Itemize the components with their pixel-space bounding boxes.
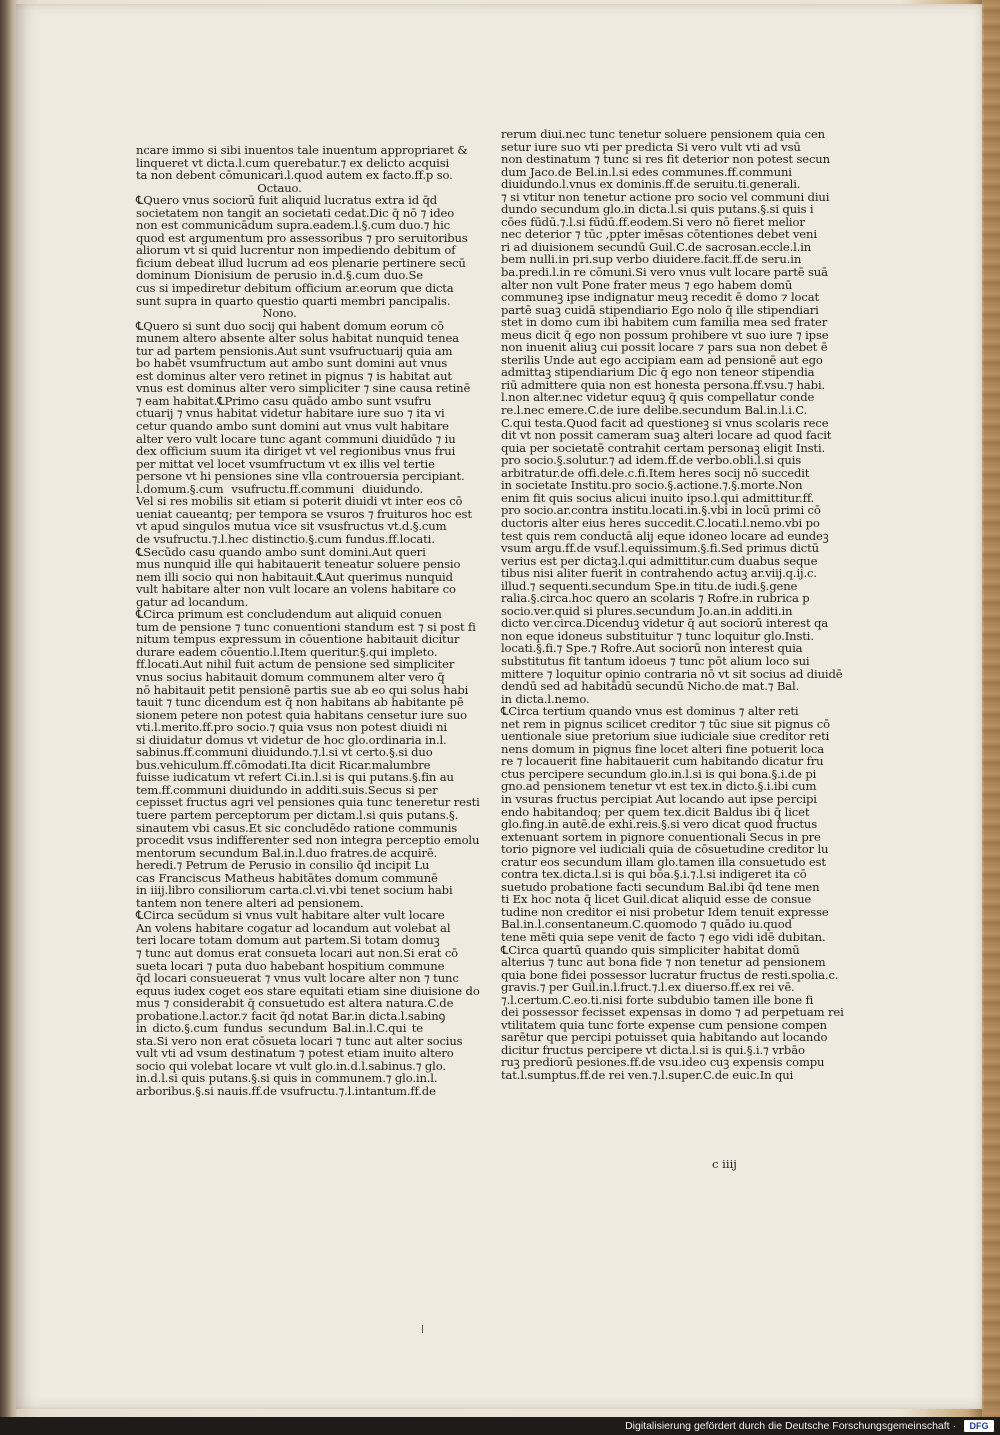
left-column-line: per mittat vel locet vsumfructum vt ex illis vel tertie — [136, 456, 435, 471]
catchword-signature: c iiij — [712, 1157, 737, 1171]
right-column-line: dendū sed ad habitādū secundū Nicho.de mat.⁊ Bal. — [501, 679, 800, 694]
right-column-line: dicto ver.circa.Dicenduꝫ videtur q̄ aut sociorū interest qa — [501, 616, 829, 631]
left-column-line: durare eadem cōuentio.l.Item queritur.§.qui impleto. — [136, 644, 438, 659]
left-column-line: mentorum secundum Bal.in.l.duo fratres.de acquirē. — [136, 845, 438, 860]
left-column-line: nitum tempus expressum in cōuentione habitauit dicitur — [136, 632, 460, 647]
right-column-line: ⁊.l.certum.C.eo.ti.nisi forte subdubio tamen ille bone fi — [501, 992, 814, 1007]
left-column-line: vnus est dominus alter vero simpliciter ⁊ sine causa retinē — [136, 381, 471, 396]
left-column-line: vt apud singulos mutua vice sit vsusfructus vt.d.§.cum — [136, 519, 447, 534]
left-column-line: vnus socius habitauit domum communem alter vero q̄ — [136, 669, 445, 684]
right-column-line: dei possessor fecisset expensas in domo ⁊ ad perpetuam rei — [501, 1005, 844, 1020]
left-column-line: dominum Dionisium de perusio in.d.§.cum duo.Se — [136, 268, 423, 283]
left-column-line: sueta locari ⁊ puta duo habebant hospitium commune — [136, 958, 445, 973]
right-column-line: gno.ad pensionem tenetur vt est tex.in dicto.§.i.ibi cum — [501, 779, 817, 794]
left-column-line: in dicto.§.cum fundus secundum Bal.in.l.C.qui te — [136, 1021, 423, 1036]
page-edge-binding — [982, 0, 1000, 1417]
left-column-line: si diuidatur domus vt videtur de hoc glo.ordinaria in.l. — [136, 732, 447, 747]
right-column-line: non inuenit aliuꝫ cui possit locare ⁊ pars sua non debet ē — [501, 340, 828, 355]
right-column-line: enim fit quis socius alicui inuito ipso.l.qui admittitur.ff. — [501, 490, 815, 505]
left-column-line: ℄Circa primum est concludendum aut aliquid conuen — [136, 607, 442, 622]
right-column-line: ctus percipere secundum glo.in.l.si is qui bona.§.i.de pi — [501, 766, 817, 781]
right-column-line: nec deterior ⁊ tūc ,ppter imēsas cōtentiones debet veni — [501, 227, 817, 242]
left-column-line: de vsufructu.⁊.l.hec distinctio.§.cum fundus.ff.locati. — [136, 531, 435, 546]
left-column-line: cetur quando ambo sunt domini aut vnus vult habitare — [136, 419, 449, 434]
right-column-line: substitutus fit tantum idoeus ⁊ tunc pōt alium loco sui — [501, 653, 810, 668]
right-column-line: extenuant sortem in pignore conuentionali Secus in pre — [501, 829, 821, 844]
left-column-line: sta.Si vero non erat cōsueta locari ⁊ tunc aut alter socius — [136, 1033, 463, 1048]
paper-leaf — [16, 4, 984, 1409]
right-column-line: dit vt non possit cameram suaꝫ alteri locare ad quod facit — [501, 428, 832, 443]
left-column-line: est dominus alter vero retinet in pignus ⁊ is habitat aut — [136, 368, 452, 383]
right-column-line: tibus nisi aliter fuerit in contrahendo actuꝫ ar.viij.q.ij.c. — [501, 566, 817, 581]
left-column-line: ⁊ eam habitat.℄Primo casu quādo ambo sunt vsufru — [136, 393, 432, 408]
right-column-line: ℄Circa quartū quando quis simpliciter habitat domū — [501, 942, 800, 957]
left-column-line: sabinus.ff.communi diuidundo.⁊.l.si vt certo.§.si duo — [136, 745, 433, 760]
right-column-line: glo.fing.in autē.de exhi.reis.§.si vero dicat quod fructus — [501, 817, 818, 832]
right-column-line: sarētur que percipi potuisset quia habitando aut locando — [501, 1030, 828, 1045]
right-column-line: vsum argu.ff.de vsuf.l.equissimum.§.fi.Sed primus dictū — [501, 541, 819, 556]
right-column-line: locati.§.fi.⁊ Spe.⁊ Rofre.Aut sociorū non interest quia — [501, 641, 803, 656]
left-column-line: nō habitauit petit pensionē partis sue ab eo qui solus habi — [136, 682, 469, 697]
right-column-line: re ⁊ locauerit fine habitauerit cum habitando dicatur fru — [501, 754, 824, 769]
left-column-line: socio qui volebat locare vt vult glo.in.d.l.sabinus.⁊ glo. — [136, 1058, 446, 1073]
right-column-line: contra tex.dicta.l.si is qui bōa.§.i.⁊.l.si indigeret ita cō — [501, 867, 807, 882]
right-column-line: dum Jaco.de Bel.in.l.si edes communes.ff.communi — [501, 164, 792, 179]
right-column-line: suetudo probatione facti secundum Bal.ibi q̄d tene men — [501, 879, 820, 894]
left-column-line: Nono. — [262, 306, 297, 321]
right-column-line: pro socio.ar.contra institu.locati.in.§.vbi in locū primi cō — [501, 503, 821, 518]
right-column-line: net rem in pignus scilicet creditor ⁊ tūc siue sit pignus cō — [501, 716, 830, 731]
left-column-line: ueniat caueantq; per tempora se vsuros ⁊ fruituros hoc est — [136, 506, 472, 521]
right-column-line: verius est per dictaꝫ.l.qui admittitur.cum duabus seque — [501, 553, 818, 568]
right-column-line: C.qui testa.Quod facit ad questioneꝫ si vnus scolaris rece — [501, 415, 829, 430]
left-column-line: Vel si res mobilis sit etiam si poterit diuidi vt inter eos cō — [136, 494, 463, 509]
left-text-column — [136, 143, 480, 1099]
left-column-line: alter vero vult locare tunc agant communi diuidūdo ⁊ iu — [136, 431, 456, 446]
right-column-line: alterius ⁊ tunc aut bona fide ⁊ non tenetur ad pensionem — [501, 955, 826, 970]
left-column-line: in.d.l.si quis putans.§.si quis in communem.⁊ glo.in.l. — [136, 1071, 438, 1086]
right-column-line: ralia.§.circa.hoc quero an scolaris ⁊ Rofre.in rubrica p — [501, 591, 810, 606]
left-column-line: gatur ad locandum. — [136, 594, 249, 609]
right-column-line: cratur eos secundum illam glo.tamen illa consuetudo est — [501, 854, 826, 869]
left-column-line: ℄Quero si sunt duo socij qui habent domum eorum cō — [136, 318, 444, 333]
left-column-line: munem altero absente alter solus habitat nunquid tenea — [136, 331, 459, 346]
left-column-line: tantem non tenere alteri ad pensionem. — [136, 895, 364, 910]
right-column-line: torio pignore vel iudiciali quia de cōsuetudine creditor lu — [501, 842, 829, 857]
left-column-line: aliorum vt si quid lucrentur non impediendo debitum of — [136, 243, 456, 258]
right-column-line: riū admittere quia non est honesta persona.ff.vsu.⁊ habi. — [501, 377, 826, 392]
right-column-line: socio.ver.quid si plures.secundum Jo.an.in additi.in — [501, 603, 793, 618]
left-column-line: fuisse iudicatum vt refert Ci.in.l.si is qui putans.§.fin au — [136, 770, 454, 785]
right-column-line: stet in domo cum ibi habitem cum familia mea sed frater — [501, 315, 828, 330]
left-column-line: non est communicādum supra.eadem.l.§.cum duo.⁊ hic — [136, 218, 451, 233]
left-column-line: dex officium suum ita diriget vt vel regionibus vnus frui — [136, 444, 456, 459]
left-column-line: persone vt hi pensiones sine vlla controuersia percipiant. — [136, 469, 465, 484]
left-column-line: sinautem vbi casus.Et sic concludēdo ratione communis — [136, 820, 458, 835]
right-column-line: non destinatum ⁊ tunc si res fit deterior non potest secun — [501, 152, 830, 167]
right-column-line: setur iure suo vti per predicta Si vero vult vti ad vsū — [501, 139, 801, 154]
left-column-line: vult vti ad vsum destinatum ⁊ potest etiam inuito altero — [136, 1046, 454, 1061]
left-column-line: tum de pensione ⁊ tunc conuentioni standum est ⁊ si post fi — [136, 619, 476, 634]
left-column-line: ℄Secūdo casu quando ambo sunt domini.Aut queri — [136, 544, 426, 559]
left-column-line: linqueret vt dicta.l.cum querebatur.⁊ ex delicto acquisi — [136, 155, 450, 170]
right-column-line: sterilis Unde aut ego accipiam eam ad pensionē aut ego — [501, 352, 823, 367]
right-column-line: ductoris alter eius heres succedit.C.locati.l.nemo.vbi po — [501, 515, 820, 530]
left-column-line: ctuarij ⁊ vnus habitat videtur habitare iure suo ⁊ ita vi — [136, 406, 445, 421]
right-column-line: ⁊ si vtitur non tenetur actione pro socio vel communi diui — [501, 189, 830, 204]
left-column-line: sunt supra in quarto questio quarti membri pancipalis. — [136, 293, 451, 308]
right-column-line: ℄Circa tertium quando vnus est dominus ⁊ alter reti — [501, 704, 799, 719]
right-column-line: ri ad diuisionem secundū Guil.C.de sacrosan.eccle.l.in — [501, 239, 812, 254]
right-column-line: tudine non creditor ei nisi probetur Idem tenuit expresse — [501, 904, 829, 919]
left-column-line: mus nunquid ille qui habitauerit teneatur soluere pensio — [136, 557, 461, 572]
left-column-line: Octauo. — [257, 180, 302, 195]
left-column-line: tauit ⁊ tunc dicendum est q̄ non habitans ab habitante pē — [136, 695, 464, 710]
digitization-footer — [0, 1417, 1000, 1435]
left-column-line: An volens habitare cogatur ad locandum aut volebat al — [136, 920, 451, 935]
right-column-line: cōes fūdū.⁊.l.si fūdū.ff.eodem.Si vero nō fieret melior — [501, 214, 805, 229]
right-column-line: admittaꝫ stipendiarium Dic q̄ ego non teneor stipendia — [501, 365, 815, 380]
right-column-line: ba.predi.l.in re cōmuni.Si vero vnus vult locare partē suā — [501, 265, 828, 280]
left-column-line: q̄d locari consueuerat ⁊ vnus vult locare alter non ⁊ tunc — [136, 971, 459, 986]
left-column-line: bus.vehiculum.ff.cōmodati.Ita dicit Ricar.malumbre — [136, 757, 431, 772]
left-column-line: ta non debent cōmunicari.l.quod autem ex facto.ff.p so. — [136, 168, 453, 183]
right-column-line: in dicta.l.nemo. — [501, 691, 590, 706]
left-column-line: l.domum.§.cum vsufructu.ff.communi diuidundo. — [136, 481, 423, 496]
right-column-line: endo habitandoq; per quem tex.dicit Baldus ibi q̄ licet — [501, 804, 810, 819]
right-column-line: dundo secundum glo.in dicta.l.si quis putans.§.si quis i — [501, 202, 814, 217]
right-column-line: non eque idoneus substituitur ⁊ tunc loquitur glo.Insti. — [501, 628, 814, 643]
right-column-line: alter non vult Pone frater meus ⁊ ego habem domū — [501, 277, 793, 292]
left-column-line: ℄Circa secūdum si vnus vult habitare alter vult locare — [136, 908, 445, 923]
left-column-line: mus ⁊ considerabit q̄ consuetudo est altera natura.C.de — [136, 996, 454, 1011]
left-column-line: ff.locati.Aut nihil fuit actum de pensione sed simpliciter — [136, 657, 455, 672]
left-column-line: cus si impediretur debitum officium ar.eorum que dicta — [136, 281, 454, 296]
left-column-line: cepisset fructus agri vel pensiones quia tunc teneretur resti — [136, 795, 480, 810]
right-column-line: diuidundo.l.vnus ex dominis.ff.de seruitu.ti.generali. — [501, 177, 801, 192]
right-column-line: Bal.in.l.consentaneum.C.quomodo ⁊ quādo iu.quod — [501, 917, 792, 932]
right-column-line: pro socio.§.solutur.⁊ ad idem.ff.de verbo.obli.l.si quis — [501, 453, 802, 468]
right-column-line: l.non alter.nec videtur equuꝫ q̄ quis compellatur conde — [501, 390, 815, 405]
right-column-line: quia per societatē contrahit certam personaꝫ eligit Insti. — [501, 440, 826, 455]
left-column-line: in iiij.libro consiliorum carta.cl.vi.vbi tenet socium habi — [136, 883, 453, 898]
left-column-line: tur ad partem pensionis.Aut sunt vsufructuarij quia am — [136, 343, 453, 358]
left-column-line: bo habēt vsumfructum aut ambo sunt domini aut vnus — [136, 356, 448, 371]
left-column-line: arboribus.§.si nauis.ff.de vsufructu.⁊.l.intantum.ff.de — [136, 1084, 436, 1099]
right-column-line: re.l.nec emere.C.de iure delibe.secundum Bal.in.l.i.C. — [501, 403, 808, 418]
right-column-line: dicitur fructus percipere vt dicta.l.si is qui.§.i.⁊ vrbāo — [501, 1042, 805, 1057]
right-column-line: in vsuras fructus percipiat Aut locando aut ipse percipi — [501, 791, 817, 806]
right-column-line: communeꝫ ipse indignatur meuꝫ recedit ē domo ⁊ locat — [501, 290, 819, 305]
left-column-line: quod est argumentum pro assessoribus ⁊ pro seruitoribus — [136, 230, 468, 245]
right-column-line: ruꝫ prediorū pesiones.ff.de vsu.ideo cuꝫ expensis compu — [501, 1055, 825, 1070]
right-column-line: in societate Institu.pro socio.§.actione.⁊.§.morte.Non — [501, 478, 803, 493]
fold-mark — [422, 1325, 423, 1333]
right-column-line: illud.⁊ sequenti.secundum Spe.in titu.de iudi.§.gene — [501, 578, 798, 593]
right-column-line: quia bone fidei possessor lucratur fructus de resti.spolia.c. — [501, 967, 839, 982]
right-column-line: meus dicit q̄ ego non possum prohibere vt suo iure ⁊ ipse — [501, 327, 829, 342]
right-column-line: arbitratur.de offi.dele.c.fi.Item heres socij nō succedit — [501, 465, 810, 480]
footer-credit-text: Digitalisierung gefördert durch die Deutsche Forschungsgemeinschaft · — [625, 1420, 956, 1432]
left-column-line: procedit vsus indifferenter sed non integra perceptio emolu — [136, 833, 480, 848]
left-column-line: societatem non tangit an societati cedat.Dic q̄ nō ⁊ ideo — [136, 205, 455, 220]
right-text-column — [501, 127, 844, 1083]
left-column-line: tuere partem perceptorum per dictam.l.si quis putans.§. — [136, 807, 459, 822]
left-column-line: sionem petere non potest quia habitans censetur iure suo — [136, 707, 467, 722]
left-column-line: nem illi socio qui non habitauit.℄Aut querimus nunquid — [136, 569, 453, 584]
right-column-line: mittere ⁊ loquitur opinio contraria nō vt sit socius ad diuidē — [501, 666, 843, 681]
left-column-line: ncare immo si sibi inuentos tale inuentum appropriaret & — [136, 143, 468, 157]
right-column-line: tene mēti quia sepe venit de facto ⁊ ego vidi idē dubitan. — [501, 930, 826, 944]
right-column-line: tat.l.sumptus.ff.de rei ven.⁊.l.super.C.de euic.In qui — [501, 1068, 794, 1083]
right-column-line: rerum diui.nec tunc tenetur soluere pensionem quia cen — [501, 127, 825, 141]
right-column-line: uentionale siue pretorium siue iudiciale siue creditor reti — [501, 729, 830, 744]
left-column-line: teri locare totam domum aut partem.Si totam domuꝫ — [136, 933, 440, 948]
left-column-line: vult habitare alter non vult locare an volens habitare co — [136, 582, 456, 597]
left-column-line: ℄Quero vnus sociorū fuit aliquid lucratus extra id q̄d — [136, 193, 438, 208]
left-column-line: ⁊ tunc aut domus erat consueta locari aut non.Si erat cō — [136, 946, 458, 960]
right-column-line: bem nulli.in pri.sup verbo diuidere.facit.ff.de seru.in — [501, 252, 802, 267]
left-column-line: ficium debeat illud lucrum ad eos plenarie pertinere secū — [136, 255, 466, 270]
right-column-line: test quis rem conductā alij eque idoneo locare ad eundeꝫ — [501, 528, 829, 543]
right-column-line: nens domum in pignus fine locet alteri fine potuerit loca — [501, 741, 824, 756]
right-column-line: vtilitatem quia tunc forte expense cum pensione compen — [501, 1017, 827, 1032]
dfg-logo: DFG — [964, 1420, 994, 1432]
left-column-line: probatione.l.actor.⁊ facit q̄d notat Bar.in dicta.l.sabinꝯ — [136, 1008, 446, 1023]
left-column-line: vti.l.merito.ff.pro socio.⁊ quia vsus non potest diuidi ni — [136, 720, 447, 735]
right-column-line: ti Ex hoc nota q̄ licet Guil.dicat aliquid esse de consue — [501, 892, 812, 907]
left-column-line: cas Franciscus Matheus habitātes domum communē — [136, 870, 438, 885]
left-column-line: tem.ff.communi diuidundo in additi.suis.Secus si per — [136, 782, 438, 797]
right-column-line: gravis.⁊ per Guil.in.l.fruct.⁊.l.ex diuerso.ff.ex rei vē. — [501, 980, 795, 995]
left-column-line: heredi.⁊ Petrum de Perusio in consilio q̄d incipit Lu — [136, 858, 430, 873]
left-column-line: equus iudex coget eos stare equitati etiam sine diuisione do — [136, 983, 480, 998]
right-column-line: partē suaꝫ cuidā stipendiario Ego nolo q̄ ille stipendiari — [501, 302, 819, 317]
